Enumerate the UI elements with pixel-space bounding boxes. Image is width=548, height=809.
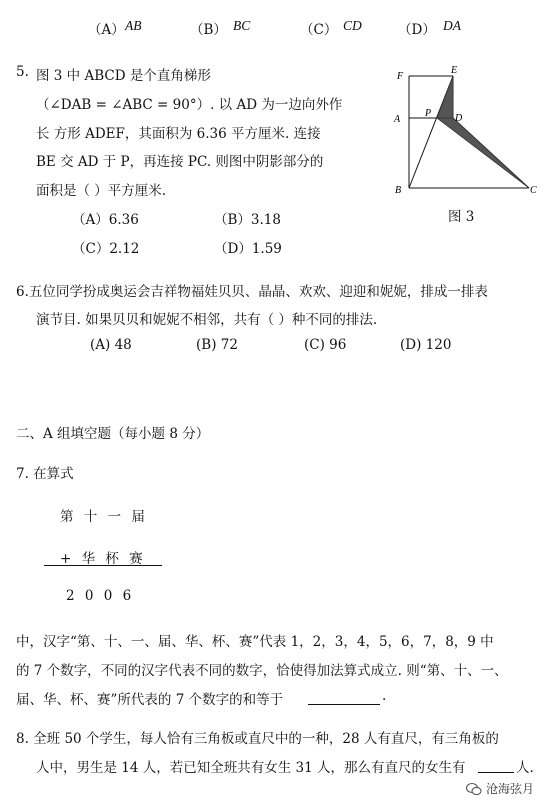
q5-option-a: （A）6.36 (72, 212, 139, 228)
q6-option-d: (D) 120 (400, 337, 452, 353)
q5-number: 5. (16, 64, 29, 80)
figure-3-trapezoid-diagram (385, 60, 545, 200)
q4-option-b-label: （B） (190, 22, 227, 38)
label-d: D (455, 113, 463, 124)
q4-option-c-label: （C） (300, 22, 338, 38)
label-a: A (394, 114, 401, 125)
q8-answer-blank[interactable] (478, 772, 514, 773)
q6-option-b: (B) 72 (196, 337, 238, 353)
q4-option-b-value: BC (233, 18, 251, 33)
q4-option-a-label: （A） (88, 22, 125, 38)
q5-line-4: BE 交 AD 于 P，再连接 PC. 则图中阴影部分的 (36, 154, 324, 170)
q7-answer-blank[interactable] (308, 704, 380, 705)
q5-option-b: （B）3.18 (214, 212, 281, 228)
wechat-icon (466, 782, 482, 796)
q7-line-3-end: . (382, 688, 387, 704)
q4-option-d-label: （D） (398, 22, 436, 38)
q6-option-a: (A) 48 (90, 337, 132, 353)
q7-sum-line (44, 565, 162, 566)
q8-line-2: 人中，男生是 14 人，若已知全班共有女生 31 人，那么有直尺的女生有 (36, 760, 466, 776)
label-p: P (425, 108, 432, 119)
section-2-heading: 二、A 组填空题（每小题 8 分） (16, 426, 210, 442)
q7-addend-1: 第 十 一 届 (60, 509, 148, 525)
q5-option-c: （C）2.12 (72, 241, 140, 257)
figure-3-caption: 图 3 (448, 209, 475, 225)
q5-line-3: 长 方形 ADEF，其面积为 6.36 平方厘米. 连接 (36, 126, 321, 142)
q7-line-1: 中，汉字“第、十、一、届、华、杯、赛”代表 1，2，3，4，5，6，7，8，9 中 (16, 634, 494, 650)
shaded-triangle-pde (437, 76, 453, 118)
q7-intro: 7. 在算式 (16, 466, 74, 482)
q6-line-1: 6.五位同学扮成奥运会吉祥物福娃贝贝、晶晶、欢欢、迎迎和妮妮，排成一排表 (16, 284, 488, 300)
q5-line-2: （∠DAB = ∠ABC = 90°）. 以 AD 为一边向外作 (36, 97, 343, 113)
q5-line-1: 图 3 中 ABCD 是个直角梯形 (36, 68, 211, 84)
q7-line-2: 的 7 个数字，不同的汉字代表不同的数字，恰使得加法算式成立. 则“第、十、一、 (16, 663, 508, 679)
q4-option-d-value: DA (443, 18, 461, 33)
label-c: C (530, 185, 537, 196)
label-b: B (395, 185, 402, 196)
q8-line-2-end: 人. (516, 760, 534, 776)
q7-addend-2: + 华 杯 赛 (60, 551, 146, 567)
q4-option-a-value: AB (125, 18, 142, 33)
q6-line-2: 演节目. 如果贝贝和妮妮不相邻，共有（ ）种不同的排法. (36, 312, 378, 328)
q8-line-1: 8. 全班 50 个学生，每人恰有三角板或直尺中的一种，28 人有直尺，有三角板的 (16, 731, 499, 747)
label-e: E (451, 65, 458, 76)
q4-option-c-value: CD (343, 18, 362, 33)
q7-line-3: 届、华、杯、赛”所代表的 7 个数字的和等于 (16, 692, 284, 708)
q5-line-5: 面积是（ ）平方厘米. (36, 183, 167, 199)
label-f: F (397, 71, 404, 82)
watermark-text: 沧海弦月 (485, 782, 534, 796)
q5-option-d: （D）1.59 (214, 241, 282, 257)
watermark (466, 780, 534, 797)
q6-option-c: (C) 96 (304, 337, 347, 353)
q7-sum: 2 0 0 6 (66, 588, 135, 604)
shaded-triangle-pdc (437, 118, 529, 188)
